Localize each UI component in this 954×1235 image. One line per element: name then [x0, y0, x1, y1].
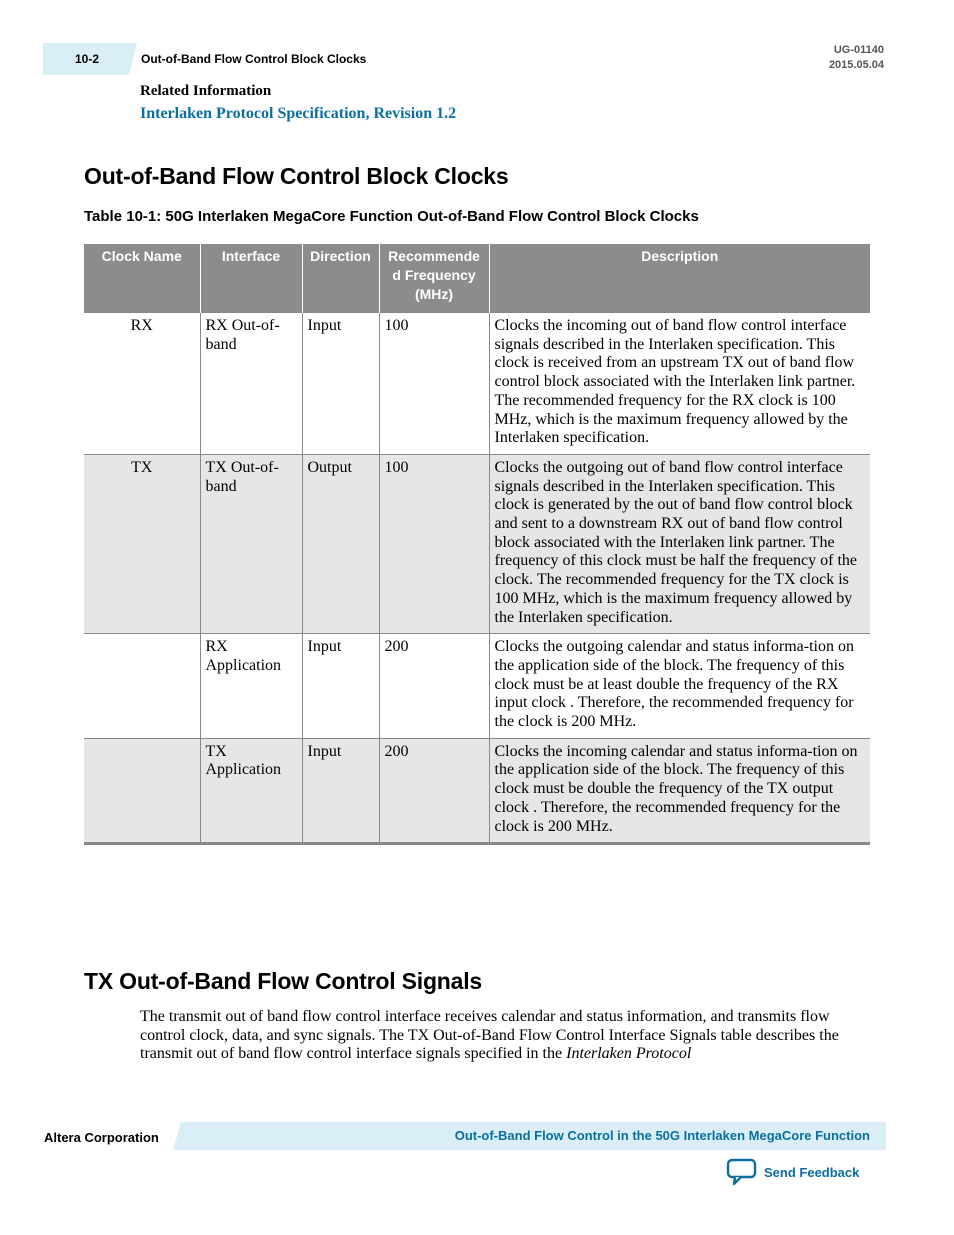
cell-direction: Input [302, 738, 379, 844]
body-paragraph [140, 1008, 870, 1064]
paragraph-italic-ref: Interlaken Protocol [566, 1045, 692, 1063]
col-header-description: Description [489, 244, 870, 313]
interlaken-spec-link[interactable]: Interlaken Protocol Specification, Revision 1.2 [140, 105, 457, 122]
related-information-label: Related Information [140, 83, 272, 99]
cell-clock-name [84, 634, 200, 739]
footer-company: Altera Corporation [44, 1130, 159, 1145]
clocks-table [84, 244, 870, 845]
cell-frequency: 200 [379, 738, 489, 844]
col-header-direction: Direction [302, 244, 379, 313]
cell-frequency: 100 [379, 313, 489, 455]
cell-interface: RX Out-of-band [200, 313, 302, 455]
table-header-row [84, 244, 870, 313]
table-row [84, 738, 870, 844]
speech-bubble-icon [726, 1158, 758, 1186]
paragraph-text: The transmit out of band flow control interface receives calendar and status information, and transmits flow control clock, data, and sync signals. The TX Out-of-Band Flow Control Interface Signals table describes the transmit out of band flow control interface signals specified in the [140, 1008, 839, 1063]
section-heading-block-clocks: Out-of-Band Flow Control Block Clocks [84, 163, 509, 189]
cell-clock-name [84, 738, 200, 844]
cell-description: Clocks the incoming out of band flow control interface signals described in the Interlaken specification. This clock is received from an upstream TX out of band flow control block associated with the Interlaken link partner. The recommended frequency for the RX clock is 100 MHz, which is the maximum frequency allowed by the Interlaken specification. [489, 313, 870, 455]
cell-direction: Output [302, 454, 379, 633]
cell-description: Clocks the outgoing calendar and status informa-tion on the application side of the block. The frequency of this clock must be at least double the frequency of the RX input clock . Therefore, the recommended frequency for the clock is 200 MHz. [489, 634, 870, 739]
cell-interface: TX Application [200, 738, 302, 844]
running-header-title: Out-of-Band Flow Control Block Clocks [141, 52, 367, 66]
footer-band [173, 1122, 886, 1150]
cell-description: Clocks the incoming calendar and status informa-tion on the application side of the block. The frequency of this clock must be double the frequency of the TX output clock . Therefore, the recommended frequency for the clock is 200 MHz. [489, 738, 870, 844]
doc-date: 2015.05.04 [828, 59, 884, 71]
cell-interface: RX Application [200, 634, 302, 739]
col-header-interface: Interface [200, 244, 302, 313]
cell-direction: Input [302, 313, 379, 455]
cell-clock-name: TX [84, 454, 200, 633]
cell-clock-name: RX [84, 313, 200, 455]
send-feedback-label: Send Feedback [764, 1164, 860, 1180]
cell-description: Clocks the outgoing out of band flow control interface signals described in the Interlaken specification. This clock is generated by the out of band flow control block and sent to a downstream RX out of band flow control block associated with the Interlaken link partner. The frequency of this clock must be half the frequency of the clock. The recommended frequency for the TX clock is 100 MHz, which is the maximum frequency allowed by the Interlaken specification. [489, 454, 870, 633]
page-number: 10-2 [75, 52, 100, 66]
cell-frequency: 100 [379, 454, 489, 633]
cell-frequency: 200 [379, 634, 489, 739]
doc-id: UG-01140 [833, 44, 884, 56]
document-id [829, 43, 884, 73]
col-header-frequency: Recommende d Frequency (MHz) [379, 244, 489, 313]
cell-interface: TX Out-of-band [200, 454, 302, 633]
table-row [84, 454, 870, 633]
table-caption: Table 10-1: 50G Interlaken MegaCore Function Out-of-Band Flow Control Block Clocks [84, 208, 699, 225]
cell-direction: Input [302, 634, 379, 739]
section-heading-tx-signals: TX Out-of-Band Flow Control Signals [84, 968, 483, 994]
footer-chapter-link[interactable]: Out-of-Band Flow Control in the 50G Interlaken MegaCore Function [454, 1128, 870, 1143]
table-row [84, 634, 870, 739]
table-row [84, 313, 870, 455]
send-feedback-button[interactable] [726, 1158, 859, 1186]
col-header-clock-name: Clock Name [84, 244, 200, 313]
